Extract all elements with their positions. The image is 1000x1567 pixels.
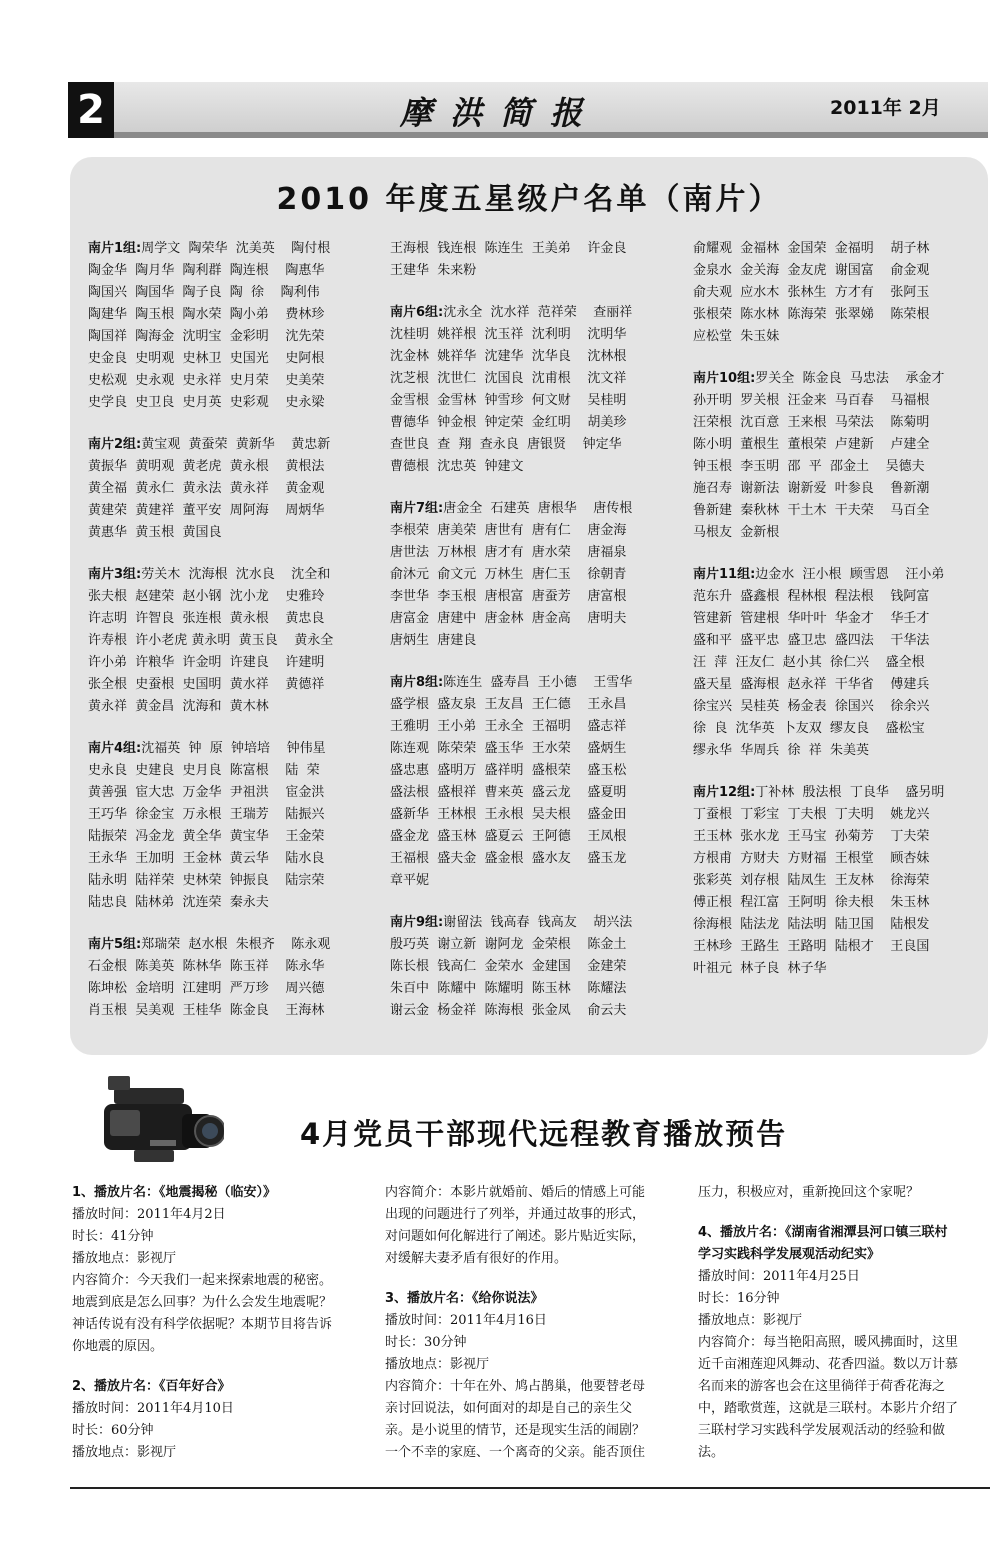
- edu-column-1: [72, 1182, 372, 1464]
- names-text: 李根荣 唐美荣 唐世有 唐有仁 唐金海: [390, 523, 627, 538]
- program-text: 压力，积极应对，重新挽回这个家呢？: [698, 1185, 920, 1200]
- list-column-2: [390, 238, 685, 1042]
- name-row: [693, 958, 983, 980]
- name-row: [88, 1000, 378, 1022]
- names-text: 马根友 金新根: [693, 525, 780, 540]
- name-row: [693, 282, 983, 304]
- program-text: 亲。是小说里的情节，还是现实生活的闹剧？: [385, 1423, 646, 1438]
- names-text: 范东升 盛鑫根 程林根 程法根 钱阿富: [693, 589, 930, 604]
- name-row: [693, 434, 983, 456]
- names-text: 许志明 许智良 张连根 黄永根 黄忠良: [88, 611, 325, 626]
- name-row: [88, 848, 378, 870]
- name-row: [390, 630, 685, 652]
- group-block: [88, 564, 378, 718]
- names-text: 陆忠良 陆林弟 沈连荣 秦永夫: [88, 895, 269, 910]
- names-text: 史永良 史建良 史月良 陈富根 陆 荣: [88, 763, 320, 778]
- group-label: 南片10组:: [693, 371, 756, 386]
- names-text: 王雅明 王小弟 王永全 王福明 盛志祥: [390, 719, 627, 734]
- name-row: [390, 760, 685, 782]
- group-block: [88, 238, 378, 414]
- program-text: 内容简介：每当艳阳高照，暖风拂面时，这里: [698, 1335, 959, 1350]
- names-text: 沈金林 姚祥华 沈建华 沈华良 沈林根: [390, 349, 627, 364]
- name-row: [88, 652, 378, 674]
- page-number: 2: [68, 82, 114, 138]
- name-row: [693, 848, 983, 870]
- group-block: [88, 434, 378, 544]
- program-text: 内容简介：今天我们一起来探索地震的秘密。: [72, 1273, 333, 1288]
- name-row: [88, 782, 378, 804]
- names-text: 叶祖元 林子良 林子华: [693, 961, 827, 976]
- names-text: 张夫根 赵建荣 赵小钢 沈小龙 史雅玲: [88, 589, 325, 604]
- name-row: [390, 586, 685, 608]
- names-text: 沈永全 沈水祥 范祥荣 查丽祥: [443, 305, 633, 320]
- names-text: 王林珍 王路生 王路明 陆根才 王良国: [693, 939, 930, 954]
- names-text: 陈连生 盛寿昌 王小德 王雪华: [443, 675, 633, 690]
- names-text: 谢留法 钱高春 钱高友 胡兴法: [443, 915, 633, 930]
- names-text: 王福根 盛夫金 盛金根 盛水友 盛玉龙: [390, 851, 627, 866]
- name-row: [693, 304, 983, 326]
- name-row: [88, 282, 378, 304]
- names-text: 边金水 汪小根 顾雪恩 汪小弟: [755, 567, 945, 582]
- name-row: [88, 630, 378, 652]
- program-text: 地震到底是怎么回事？为什么会发生地震呢？: [72, 1295, 333, 1310]
- names-text: 俞沐元 俞文元 万林生 唐仁玉 徐朝青: [390, 567, 627, 582]
- group-label: 南片11组:: [693, 567, 756, 582]
- program-text: 播放地点：影视厅: [698, 1313, 803, 1328]
- name-row: [390, 260, 685, 282]
- program-text: 神话传说有没有科学依据呢？本期节目将告诉: [72, 1317, 333, 1332]
- program-title: 2、播放片名：《百年好合》: [72, 1379, 231, 1394]
- group-block: [693, 564, 983, 762]
- names-text: 黄建荣 黄建祥 董平安 周阿海 周炳华: [88, 503, 325, 518]
- group-label: 南片6组:: [390, 305, 444, 320]
- program-text: 对问题如何化解进行了阐述。影片贴近实际，: [385, 1229, 646, 1244]
- name-row: [390, 324, 685, 346]
- name-row: [88, 500, 378, 522]
- name-row: [88, 804, 378, 826]
- name-row: [88, 456, 378, 478]
- names-text: 石金根 陈美英 陈林华 陈玉祥 陈永华: [88, 959, 325, 974]
- name-row: [390, 848, 685, 870]
- name-row: [390, 934, 685, 956]
- program-text: 播放时间：2011年4月16日: [385, 1313, 547, 1328]
- name-row: [693, 870, 983, 892]
- names-text: 陶金华 陶月华 陶利群 陶连根 陶惠华: [88, 263, 325, 278]
- names-text: 盛新华 王林根 王永根 吴夫根 盛金田: [390, 807, 627, 822]
- names-text: 金泉水 金关海 金友虎 谢国富 俞金观: [693, 263, 930, 278]
- group-block: [693, 368, 983, 544]
- name-row: [390, 434, 685, 456]
- names-text: 陆振荣 冯金龙 黄全华 黄宝华 王金荣: [88, 829, 325, 844]
- names-text: 徐海根 陆法龙 陆法明 陆卫国 陆根发: [693, 917, 930, 932]
- names-text: 孙开明 罗关根 汪金来 马百春 马福根: [693, 393, 930, 408]
- name-row: [390, 412, 685, 434]
- names-text: 王巧华 徐金宝 万永根 王瑞芳 陆振兴: [88, 807, 325, 822]
- group-block: [390, 302, 685, 478]
- name-row: [88, 326, 378, 348]
- names-text: 史松观 史永观 史永祥 史月荣 史美荣: [88, 373, 325, 388]
- names-text: 王永华 王加明 王金林 黄云华 陆水良: [88, 851, 325, 866]
- list-column-3: [693, 238, 983, 1000]
- name-row: [88, 586, 378, 608]
- name-row: [693, 260, 983, 282]
- name-row: [88, 522, 378, 544]
- program-text: 内容简介：十年在外、鸠占鹊巢，他要替老母: [385, 1379, 646, 1394]
- names-text: 应松堂 朱玉妹: [693, 329, 780, 344]
- names-text: 肖玉根 吴美观 王桂华 陈金良 王海林: [88, 1003, 325, 1018]
- names-text: 陈连观 陈荣荣 盛玉华 王水荣 盛炳生: [390, 741, 627, 756]
- names-text: 陈长根 钱高仁 金荣水 金建国 金建荣: [390, 959, 627, 974]
- masthead: 摩洪简报: [400, 94, 601, 132]
- names-text: 黄宝观 黄蚕荣 黄新华 黄忠新: [141, 437, 331, 452]
- program-text: 时长：30分钟: [385, 1335, 467, 1350]
- name-row: [693, 630, 983, 652]
- name-row: [88, 348, 378, 370]
- names-text: 徐宝兴 吴桂英 杨金表 徐国兴 徐余兴: [693, 699, 930, 714]
- program-text: 播放地点：影视厅: [385, 1357, 490, 1372]
- video-camera-icon: [94, 1070, 224, 1175]
- names-text: 陈小明 董根生 董根荣 卢建新 卢建全: [693, 437, 930, 452]
- name-row: [390, 564, 685, 586]
- name-row: [390, 978, 685, 1000]
- group-label: 南片3组:: [88, 567, 142, 582]
- name-row: [88, 760, 378, 782]
- bottom-rule: [70, 1487, 990, 1489]
- program-text: 亲讨回说法，如何面对的却是自己的亲生父: [385, 1401, 633, 1416]
- program-text: 播放时间：2011年4月2日: [72, 1207, 226, 1222]
- names-text: 唐富金 唐建中 唐金林 唐金高 唐明夫: [390, 611, 627, 626]
- name-row: [390, 956, 685, 978]
- names-text: 盛和平 盛平忠 盛卫忠 盛四法 干华法: [693, 633, 930, 648]
- names-text: 张根荣 陈水林 陈海荣 张翠娣 陈荣根: [693, 307, 930, 322]
- group-label: 南片2组:: [88, 437, 142, 452]
- name-row: [390, 456, 685, 478]
- names-text: 鲁新建 秦秋林 干土木 干夫荣 马百全: [693, 503, 930, 518]
- names-text: 张彩英 刘存根 陆凤生 王友林 徐海荣: [693, 873, 930, 888]
- name-row: [693, 500, 983, 522]
- names-text: 陆永明 陆祥荣 史林荣 钟振良 陆宗荣: [88, 873, 325, 888]
- names-text: 章平妮: [390, 873, 430, 888]
- name-row: [693, 390, 983, 412]
- name-row: [390, 302, 685, 324]
- names-text: 盛忠惠 盛明万 盛祥明 盛根荣 盛玉松: [390, 763, 627, 778]
- names-text: 金雪根 金雪林 钟雪珍 何文财 吴桂明: [390, 393, 627, 408]
- name-row: [390, 804, 685, 826]
- name-row: [390, 870, 685, 892]
- name-row: [88, 826, 378, 848]
- group-label: 南片5组:: [88, 937, 142, 952]
- program-text: 你地震的原因。: [72, 1339, 164, 1354]
- program-text: 中，踏歌赏莲，这就是三联村。本影片介绍了: [698, 1401, 959, 1416]
- group-label: 南片4组:: [88, 741, 142, 756]
- names-text: 黄全福 黄永仁 黄永法 黄永祥 黄金观: [88, 481, 325, 496]
- name-row: [693, 936, 983, 958]
- names-text: 王海根 钱连根 陈连生 王美弟 许金良: [390, 241, 627, 256]
- program-title: 4、播放片名：《湖南省湘潭县河口镇三联村: [698, 1225, 948, 1240]
- names-text: 沈芝根 沈世仁 沈国良 沈甫根 沈文祥: [390, 371, 627, 386]
- name-row: [88, 238, 378, 260]
- group-label: 南片12组:: [693, 785, 756, 800]
- name-row: [693, 740, 983, 762]
- names-text: 陶建华 陶玉根 陶水荣 陶小弟 费林珍: [88, 307, 325, 322]
- names-text: 曹德华 钟金根 钟定荣 金红明 胡美珍: [390, 415, 627, 430]
- name-row: [693, 522, 983, 544]
- names-text: 王建华 朱来粉: [390, 263, 477, 278]
- name-row: [88, 608, 378, 630]
- names-text: 史金良 史明观 史林卫 史国光 史阿根: [88, 351, 325, 366]
- program-text: 出现的问题进行了列举，并通过故事的形式，: [385, 1207, 646, 1222]
- name-row: [693, 564, 983, 586]
- spacer: [698, 1204, 998, 1222]
- names-text: 谢云金 杨金祥 陈海根 张金凤 俞云夫: [390, 1003, 627, 1018]
- program-text: 对缓解夫妻矛盾有很好的作用。: [385, 1251, 568, 1266]
- names-text: 黄振华 黄明观 黄老虎 黄永根 黄根法: [88, 459, 325, 474]
- group-label: 南片1组:: [88, 241, 142, 256]
- names-text: 盛法根 盛根祥 曹来英 盛云龙 盛夏明: [390, 785, 627, 800]
- edu-title: 4月党员干部现代远程教育播放预告: [300, 1117, 788, 1151]
- spacer: [72, 1358, 372, 1376]
- names-text: 王玉林 张水龙 王马宝 孙菊芳 丁夫荣: [693, 829, 930, 844]
- name-row: [390, 498, 685, 520]
- list-title: 2010 年度五星级户名单（南片）: [276, 182, 782, 217]
- name-row: [88, 978, 378, 1000]
- name-row: [390, 520, 685, 542]
- name-row: [88, 934, 378, 956]
- name-row: [390, 672, 685, 694]
- names-text: 钟玉根 李玉明 邵 平 邵金土 吴德夫: [693, 459, 925, 474]
- name-row: [390, 738, 685, 760]
- name-row: [693, 586, 983, 608]
- name-row: [693, 412, 983, 434]
- name-row: [693, 608, 983, 630]
- group-block: [88, 738, 378, 914]
- name-row: [390, 368, 685, 390]
- group-block: [693, 238, 983, 348]
- names-text: 唐炳生 唐建良: [390, 633, 477, 648]
- group-block: [390, 238, 685, 282]
- names-text: 沈福英 钟 原 钟培培 钟伟星: [141, 741, 326, 756]
- names-text: 汪荣根 沈百意 王来根 马荣法 陈菊明: [693, 415, 930, 430]
- name-row: [88, 434, 378, 456]
- names-text: 黄善强 宦大忠 万金华 尹祖洪 宦金洪: [88, 785, 325, 800]
- name-row: [693, 456, 983, 478]
- name-row: [88, 956, 378, 978]
- group-label: 南片8组:: [390, 675, 444, 690]
- program-text: 三联村学习实践科学发展观活动的经验和做: [698, 1423, 946, 1438]
- name-row: [390, 912, 685, 934]
- group-block: [390, 498, 685, 652]
- program-text: 名而来的游客也会在这里徜徉于荷香花海之: [698, 1379, 946, 1394]
- name-row: [390, 716, 685, 738]
- name-row: [693, 368, 983, 390]
- name-row: [88, 674, 378, 696]
- names-text: 唐世法 万林根 唐才有 唐水荣 唐福泉: [390, 545, 627, 560]
- name-row: [88, 478, 378, 500]
- names-text: 曹德根 沈忠英 钟建文: [390, 459, 524, 474]
- issue-date: 2011年 2月: [830, 97, 941, 119]
- names-text: 许小弟 许粮华 许金明 许建良 许建明: [88, 655, 325, 670]
- name-row: [693, 674, 983, 696]
- names-text: 朱百中 陈耀中 陈耀明 陈玉林 陈耀法: [390, 981, 627, 996]
- name-row: [390, 608, 685, 630]
- program-text: 近千亩湘莲迎风舞动、花香四溢。数以万计慕: [698, 1357, 959, 1372]
- program-text: 播放时间：2011年4月10日: [72, 1401, 234, 1416]
- name-row: [390, 346, 685, 368]
- name-row: [693, 696, 983, 718]
- program-text: 时长：16分钟: [698, 1291, 780, 1306]
- edu-column-2: [385, 1182, 685, 1464]
- names-text: 黄惠华 黄玉根 黄国良: [88, 525, 222, 540]
- group-label: 南片9组:: [390, 915, 444, 930]
- names-text: 盛学根 盛友泉 王友昌 王仁德 王永昌: [390, 697, 627, 712]
- names-text: 张全根 史蚕根 史国明 黄水祥 黄德祥: [88, 677, 325, 692]
- name-row: [88, 392, 378, 414]
- name-row: [693, 326, 983, 348]
- name-row: [693, 804, 983, 826]
- names-text: 查世良 查 翔 查永良 唐银贤 钟定华: [390, 437, 622, 452]
- name-row: [693, 914, 983, 936]
- group-label: 南片7组:: [390, 501, 444, 516]
- names-text: 施召寿 谢新法 谢新爱 叶参良 鲁新潮: [693, 481, 930, 496]
- name-row: [693, 892, 983, 914]
- name-row: [693, 652, 983, 674]
- name-row: [88, 870, 378, 892]
- name-row: [390, 542, 685, 564]
- program-text: 一个不幸的家庭、一个离奇的父亲。能否顶住: [385, 1445, 646, 1460]
- names-text: 方根甫 方财夫 方财福 王根堂 顾杏妹: [693, 851, 930, 866]
- name-row: [693, 238, 983, 260]
- program-text: 内容简介：本影片就婚前、婚后的情感上可能: [385, 1185, 646, 1200]
- program-title: 1、播放片名：《地震揭秘（临安）》: [72, 1185, 277, 1200]
- names-text: 郑瑞荣 赵水根 朱根齐 陈永观: [141, 937, 331, 952]
- program-text: 播放地点：影视厅: [72, 1445, 177, 1460]
- name-row: [88, 370, 378, 392]
- names-text: 周学文 陶荣华 沈美英 陶付根: [141, 241, 331, 256]
- group-block: [693, 782, 983, 980]
- program-title: 学习实践科学发展观活动纪实》: [698, 1247, 881, 1262]
- program-text: 法。: [698, 1445, 725, 1460]
- group-block: [390, 912, 685, 1022]
- names-text: 盛金龙 盛玉林 盛夏云 王阿德 王凤根: [390, 829, 627, 844]
- names-text: 傅正根 程江富 王阿明 徐夫根 朱玉林: [693, 895, 930, 910]
- names-text: 李世华 李玉根 唐根富 唐蚕芳 唐富根: [390, 589, 627, 604]
- names-text: 陈坤松 金培明 江建明 严万珍 周兴德: [88, 981, 325, 996]
- program-title: 3、播放片名：《给你说法》: [385, 1291, 544, 1306]
- names-text: 黄永祥 黄金昌 沈海和 黄木林: [88, 699, 269, 714]
- name-row: [88, 738, 378, 760]
- name-row: [693, 478, 983, 500]
- names-text: 许寿根 许小老虎 黄永明 黄玉良 黄永全: [88, 633, 334, 648]
- name-row: [390, 1000, 685, 1022]
- program-text: 时长：41分钟: [72, 1229, 154, 1244]
- names-text: 管建新 管建根 华叶叶 华金才 华壬才: [693, 611, 930, 626]
- name-row: [88, 564, 378, 586]
- names-text: 俞耀观 金福林 金国荣 金福明 胡子林: [693, 241, 930, 256]
- names-text: 罗关全 陈金良 马忠法 承金才: [755, 371, 945, 386]
- names-text: 徐 良 沈华英 卜友双 缪友良 盛松宝: [693, 721, 925, 736]
- list-column-1: [88, 238, 378, 1042]
- name-row: [390, 238, 685, 260]
- names-text: 盛天星 盛海根 赵永祥 干华省 傅建兵: [693, 677, 930, 692]
- name-row: [88, 696, 378, 718]
- names-text: 陶国祥 陶海金 沈明宝 金彩明 沈先荣: [88, 329, 325, 344]
- name-row: [693, 718, 983, 740]
- program-text: 时长：60分钟: [72, 1423, 154, 1438]
- name-row: [88, 892, 378, 914]
- name-row: [390, 826, 685, 848]
- names-text: 沈桂明 姚祥根 沈玉祥 沈利明 沈明华: [390, 327, 627, 342]
- names-text: 劳关木 沈海根 沈水良 沈全和: [141, 567, 331, 582]
- name-row: [693, 782, 983, 804]
- program-text: 播放时间：2011年4月25日: [698, 1269, 860, 1284]
- names-text: 殷巧英 谢立新 谢阿龙 金荣根 陈金土: [390, 937, 627, 952]
- group-block: [390, 672, 685, 892]
- names-text: 汪 萍 汪友仁 赵小其 徐仁兴 盛全根: [693, 655, 925, 670]
- name-row: [693, 826, 983, 848]
- names-text: 唐金全 石建英 唐根华 唐传根: [443, 501, 633, 516]
- names-text: 缪永华 华周兵 徐 祥 朱美英: [693, 743, 870, 758]
- names-text: 俞夫观 应水木 张林生 方才有 张阿玉: [693, 285, 930, 300]
- names-text: 丁蚕根 丁彩宝 丁夫根 丁夫明 姚龙兴: [693, 807, 930, 822]
- program-text: 播放地点：影视厅: [72, 1251, 177, 1266]
- edu-column-3: [698, 1182, 998, 1464]
- name-row: [390, 694, 685, 716]
- names-text: 陶国兴 陶国华 陶子良 陶 徐 陶利伟: [88, 285, 320, 300]
- name-row: [390, 390, 685, 412]
- name-row: [88, 260, 378, 282]
- name-row: [88, 304, 378, 326]
- names-text: 史学良 史卫良 史月英 史彩观 史永梁: [88, 395, 325, 410]
- name-row: [390, 782, 685, 804]
- names-text: 丁补林 殷法根 丁良华 盛另明: [755, 785, 945, 800]
- spacer: [385, 1270, 685, 1288]
- group-block: [88, 934, 378, 1022]
